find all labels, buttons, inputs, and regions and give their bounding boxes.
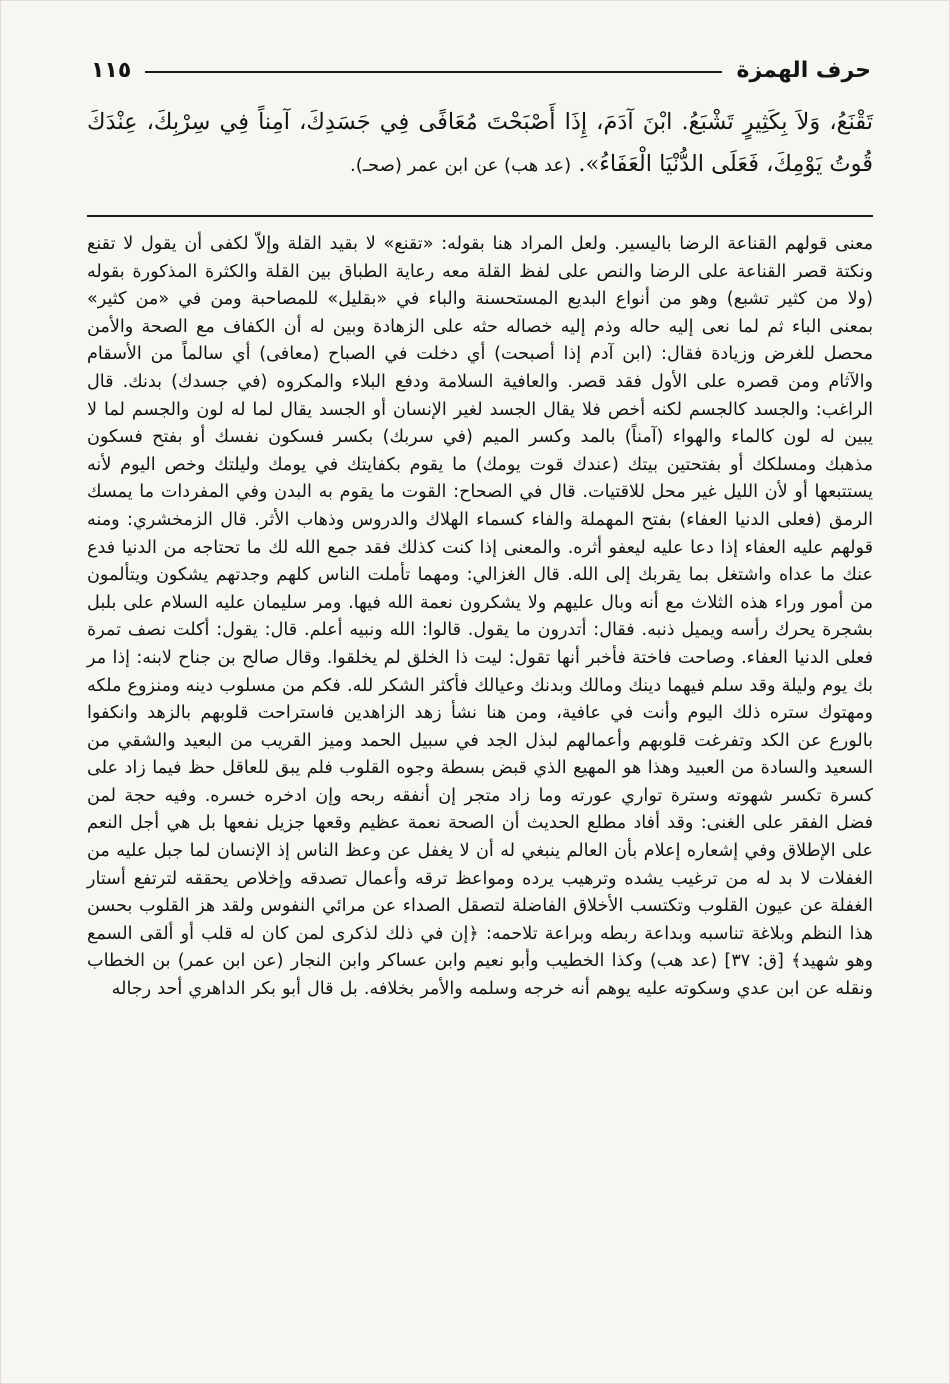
chapter-title: حرف الهمزة <box>736 57 871 83</box>
hadith-matn: تَقْنَعُ، وَلاَ بِكَثِيرٍ تَشْبَعُ. ابْنَ آدَمَ، إِذَا أَصْبَحْتَ مُعَافًى فِي جَسَدِكَ، آمِناً فِي سِرْبِكَ، عِنْدَكَ قُوتُ يَوْمِكَ، فَعَلَى الدُّنْيَا الْعَفَاءُ». <box>87 109 873 177</box>
hadith-text <box>87 101 873 187</box>
page-number: ١١٥ <box>91 57 132 83</box>
running-header <box>91 53 871 87</box>
header-rule <box>145 71 722 73</box>
hadith-takhrij: (عد هب) عن ابن عمر (صحـ). <box>349 155 572 176</box>
commentary-text: معنى قولهم القناعة الرضا باليسير. ولعل المراد هنا بقوله: «تقنع» لا بقيد القلة وإلاّ لكفى أن يقول لا تقنع ونكتة قصر القناعة على الرضا والنص على لفظ القلة معه رعاية الطباق بين القلة والكثرة المذكورة بقوله (ولا من كثير تشبع) وهو من أنواع البديع المستحسنة والباء في «بقليل» للمصاحبة ومن في «من كثير» بمعنى الباء ثم لما نعى إليه حاله وذم إليه خصاله حثه على الزهادة وبين له أن الكفاف مع الصحة والأمن محصل للغرض وزيادة فقال: (ابن آدم إذا أصبحت) أي دخلت في الصباح (معافى) أي سالماً من الأسقام والآثام ومن قصره على الأول فقد قصر. والعافية السلامة ودفع البلاء والمكروه (في جسدك) بدنك. قال الراغب: والجسد كالجسم لكنه أخص فلا يقال الجسد لغير الإنسان أو الجسد يقال لما له لون والجسم لما لا يبين له لون كالماء والهواء (آمناً) بالمد وكسر الميم (في سربك) بكسر فسكون نفسك أو بفتح فسكون مذهبك ومسلكك أو بفتحتين بيتك (عندك قوت يومك) ما يقوم بكفايتك في يومك وليلتك وخص اليوم لأنه يستتبعها أو لأن الليل غير محل للاقتيات. قال في الصحاح: القوت ما يقوم به البدن وفي المفردات ما يمسك الرمق (فعلى الدنيا العفاء) بفتح المهملة والفاء كسماء الهلاك والدروس وذهاب الأثر. قال الزمخشري: ومنه قولهم عليه العفاء إذا دعا عليه ليعفو أثره. والمعنى إذا كنت كذلك فقد جمع الله لك ما تحتاجه من الدنيا فدع عنك ما عداه واشتغل بما يقربك إلى الله. قال الغزالي: ومهما تأملت الناس كلهم وجدتهم يشكون ويتألمون من أمور وراء هذه الثلاث مع أنه وبال عليهم ولا يشكرون نعمة الله فيها. ومر سليمان عليه السلام على بلبل بشجرة يحرك رأسه ويميل ذنبه. فقال: أتدرون ما يقول. قالوا: الله ونبيه أعلم. قال: يقول: أكلت نصف تمرة فعلى الدنيا العفاء. وصاحت فاختة فأخبر أنها تقول: ليت ذا الخلق لم يخلقوا. وقال صالح بن جناح لابنه: إذا مر بك يوم وليلة وقد سلم فيهما دينك ومالك وبدنك وعيالك فأكثر الشكر لله. فكم من مسلوب دينه ومنزوع ملكه ومهتوك ستره ذلك اليوم وأنت في عافية، ومن هنا نشأ زهد الزاهدين فاستراحت قلوبهم بالزهد وانكفوا بالورع عن الكد وتفرغت قلوبهم وأعمالهم لبذل الجد في سبيل الحمد وميز القريب من البعيد والشقي من السعيد والسادة من العبيد وهذا هو المهيع الذي قبض بسطة وجوه القلوب فلم يبق للعاقل حظ فيما زاد على كسرة تكسر شهوته وسترة تواري عورته وما زاد متجر إن أنفقه ربحه وإن ادخره خسره. وفيه حجة لمن فضل الفقر على الغنى: وقد أفاد مطلع الحديث أن الصحة نعمة عظيم وقعها جزيل نفعها بل هي أجل النعم على الإطلاق وفي إشعاره إعلام بأن العالم ينبغي له أن لا يغفل عن وعظ الناس إذ الإنسان لما جبل عليه من الغفلات لا بد له من ترغيب يشده وترهيب يرده ومواعظ ترقه وأعمال تصدقه وإخلاص يحققه لترتفع أستار الغفلة عن عيون القلوب وتكتسب الأخلاق الفاضلة لتصقل الصداء عن مرائي النفوس ولقد هز القلوب بحسن هذا النظم وبلاغة تناسبه وبداعة ربطه وبراعة تلاحمه: ﴿إن في ذلك لذكرى لمن كان له قلب أو ألقى السمع وهو شهيد﴾ [ق: ٣٧] (عد هب) وكذا الخطيب وأبو نعيم وابن عساكر وابن النجار (عن ابن عمر) بن الخطاب ونقله عن ابن عدي وسكوته عليه يوهم أنه خرجه وسلمه والأمر بخلافه. بل قال أبو بكر الداهري أحد رجاله <box>87 234 873 1000</box>
separator-rule <box>87 215 873 217</box>
